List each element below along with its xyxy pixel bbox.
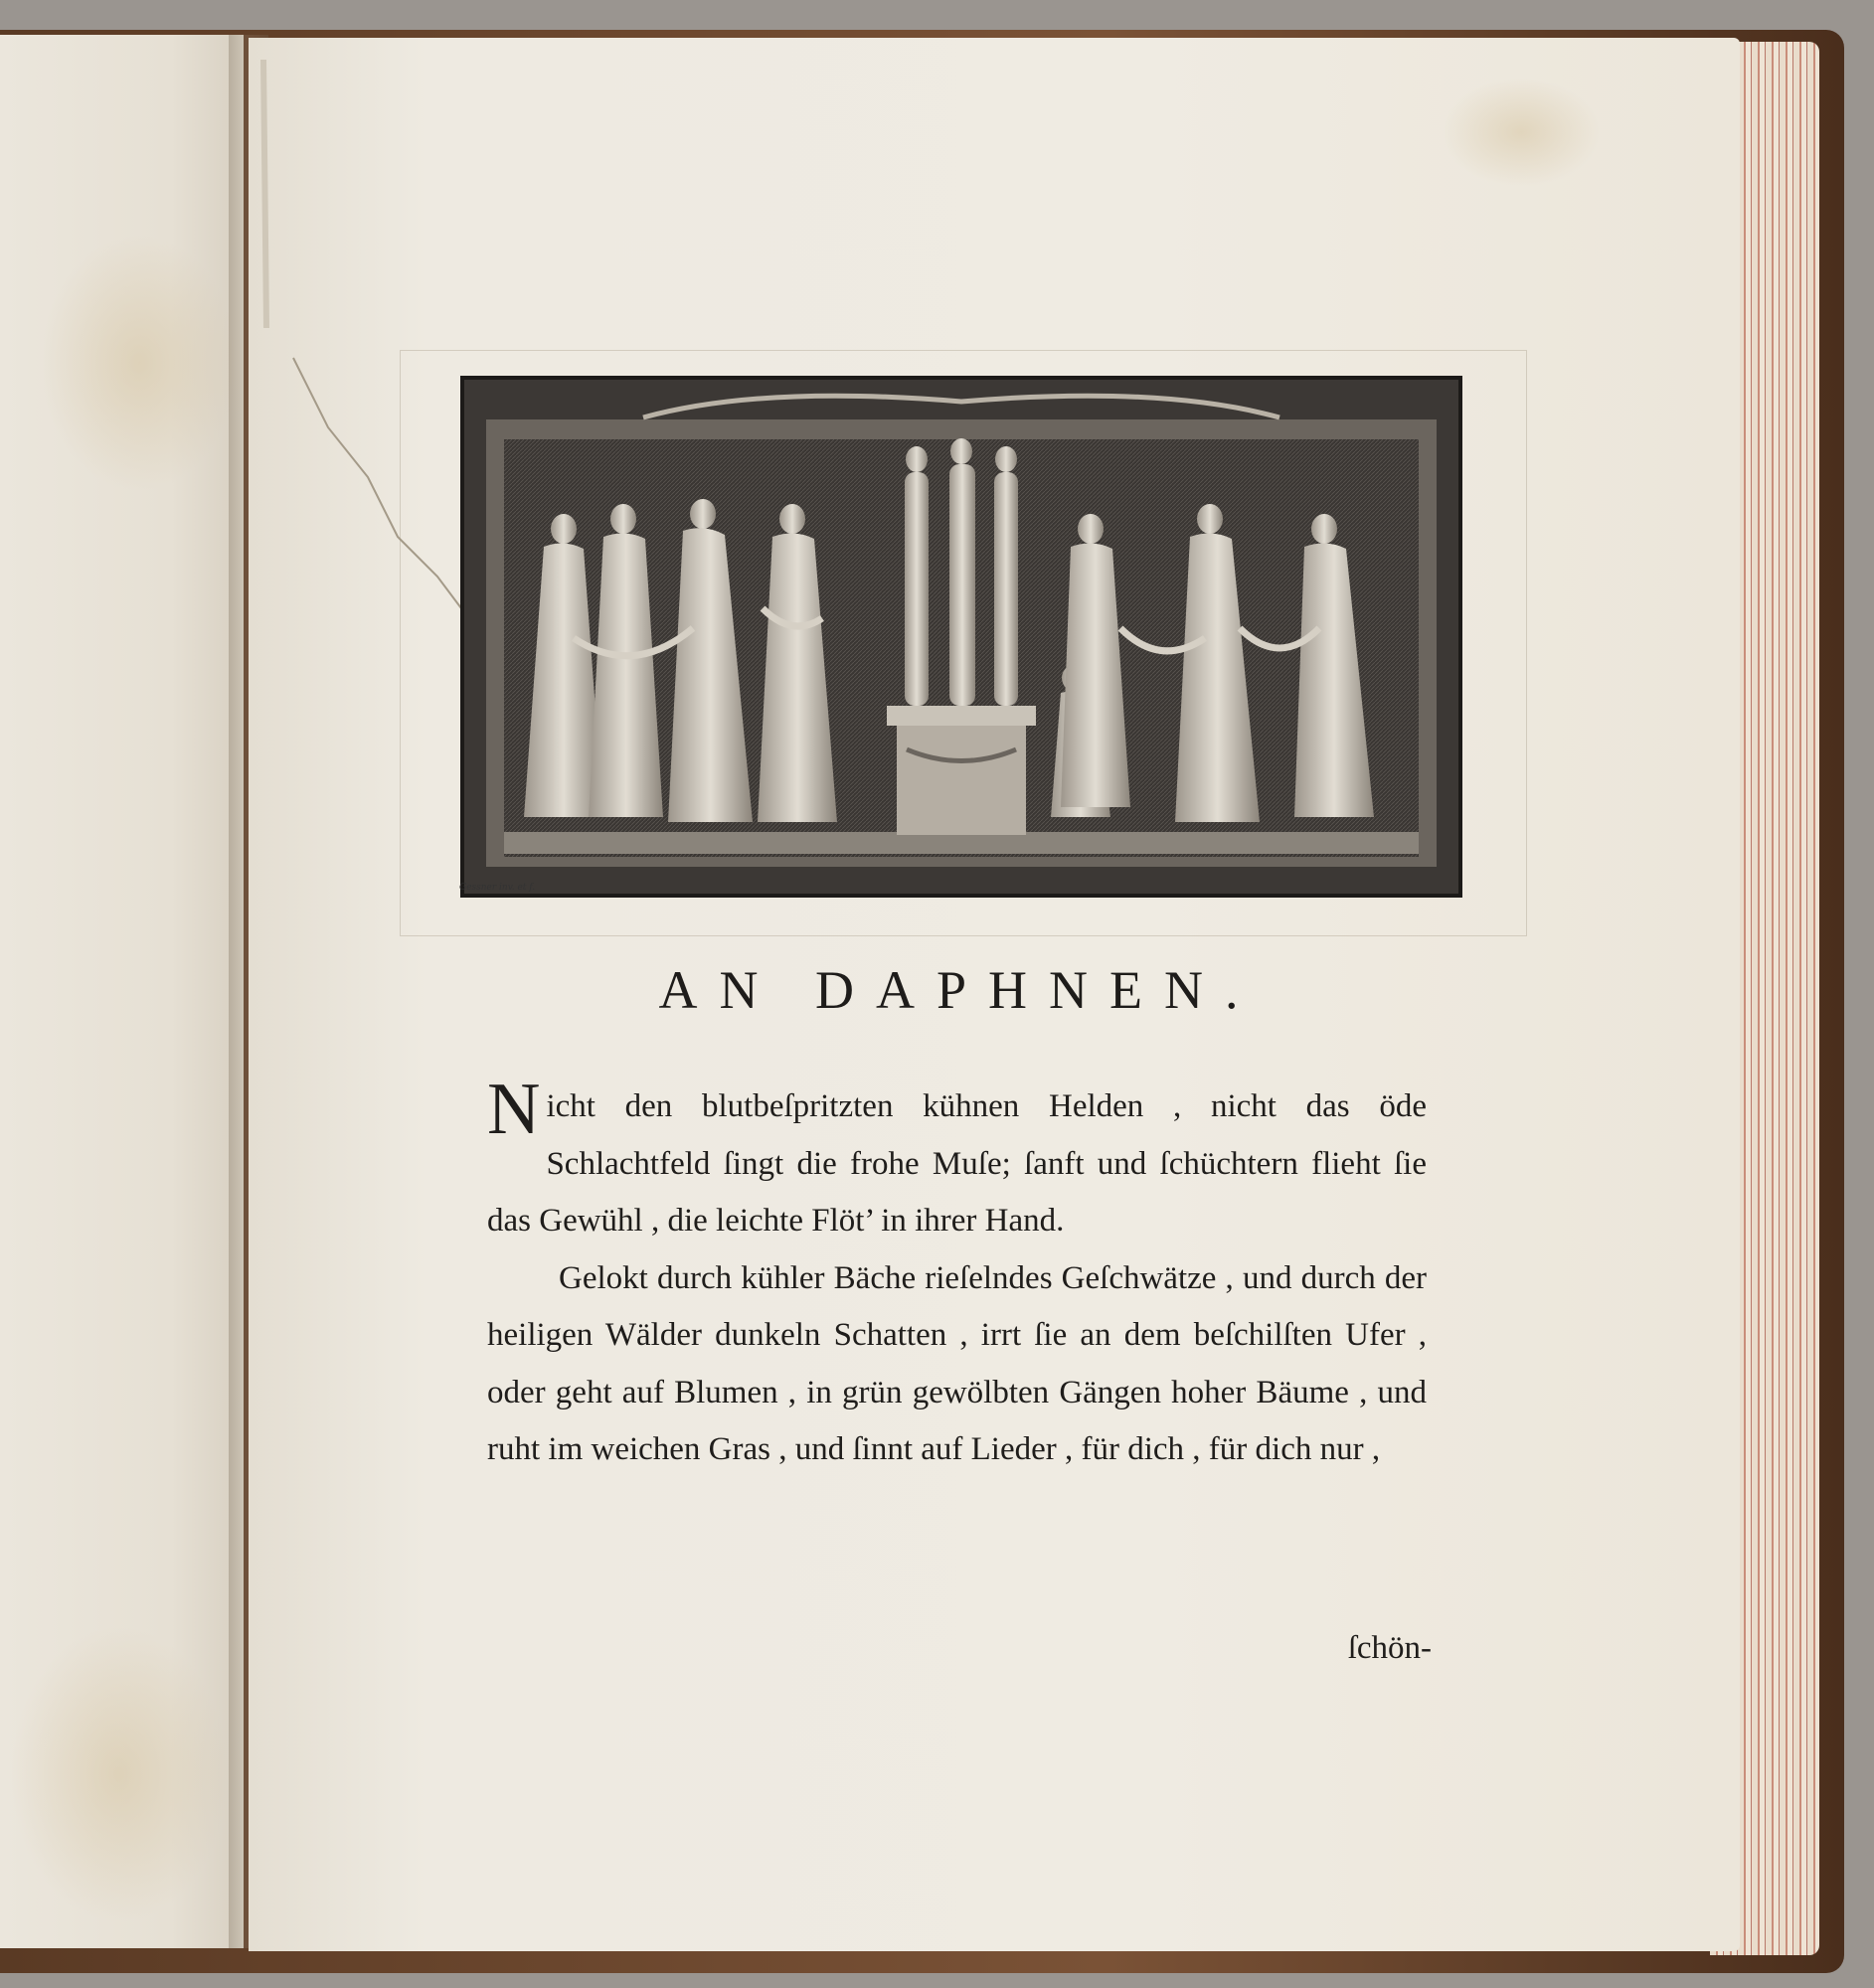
paragraph-2: Gelokt durch kühler Bäche rieſelndes Geſchwätze , und durch der heiligen Wälder dunkeln Schatten , irrt ſie an dem beſchilſten Ufer , oder geht auf Blumen , in grün gewölbten Gängen hoher Bäume , und ruht im weichen Gras , und ſinnt auf Lieder , für dich , für dich nur , [487, 1259, 1427, 1467]
engraver-signature: Gessner inv. et f. [459, 883, 536, 893]
dancing-figures-relief [464, 380, 1458, 894]
drop-cap: N [487, 1069, 541, 1150]
foxing-stain [1442, 78, 1601, 187]
paragraph-1-text: icht den blutbeſpritzten kühnen Helden , nicht das öde Schlachtfeld ſingt die frohe Muſe; ſanft und ſchüchtern flieht ſie das Gewühl , die leichte Flöt’ in ihrer Hand. [487, 1088, 1427, 1239]
body-text [487, 1069, 1427, 1479]
water-stain [40, 234, 239, 492]
page-title: AN DAPHNEN. [658, 960, 1261, 1020]
catchword: ſchön- [1347, 1630, 1432, 1666]
left-page [0, 35, 244, 1948]
paragraph-1 [487, 1069, 1427, 1250]
water-stain [10, 1625, 229, 1923]
engraving-illustration [460, 376, 1462, 898]
